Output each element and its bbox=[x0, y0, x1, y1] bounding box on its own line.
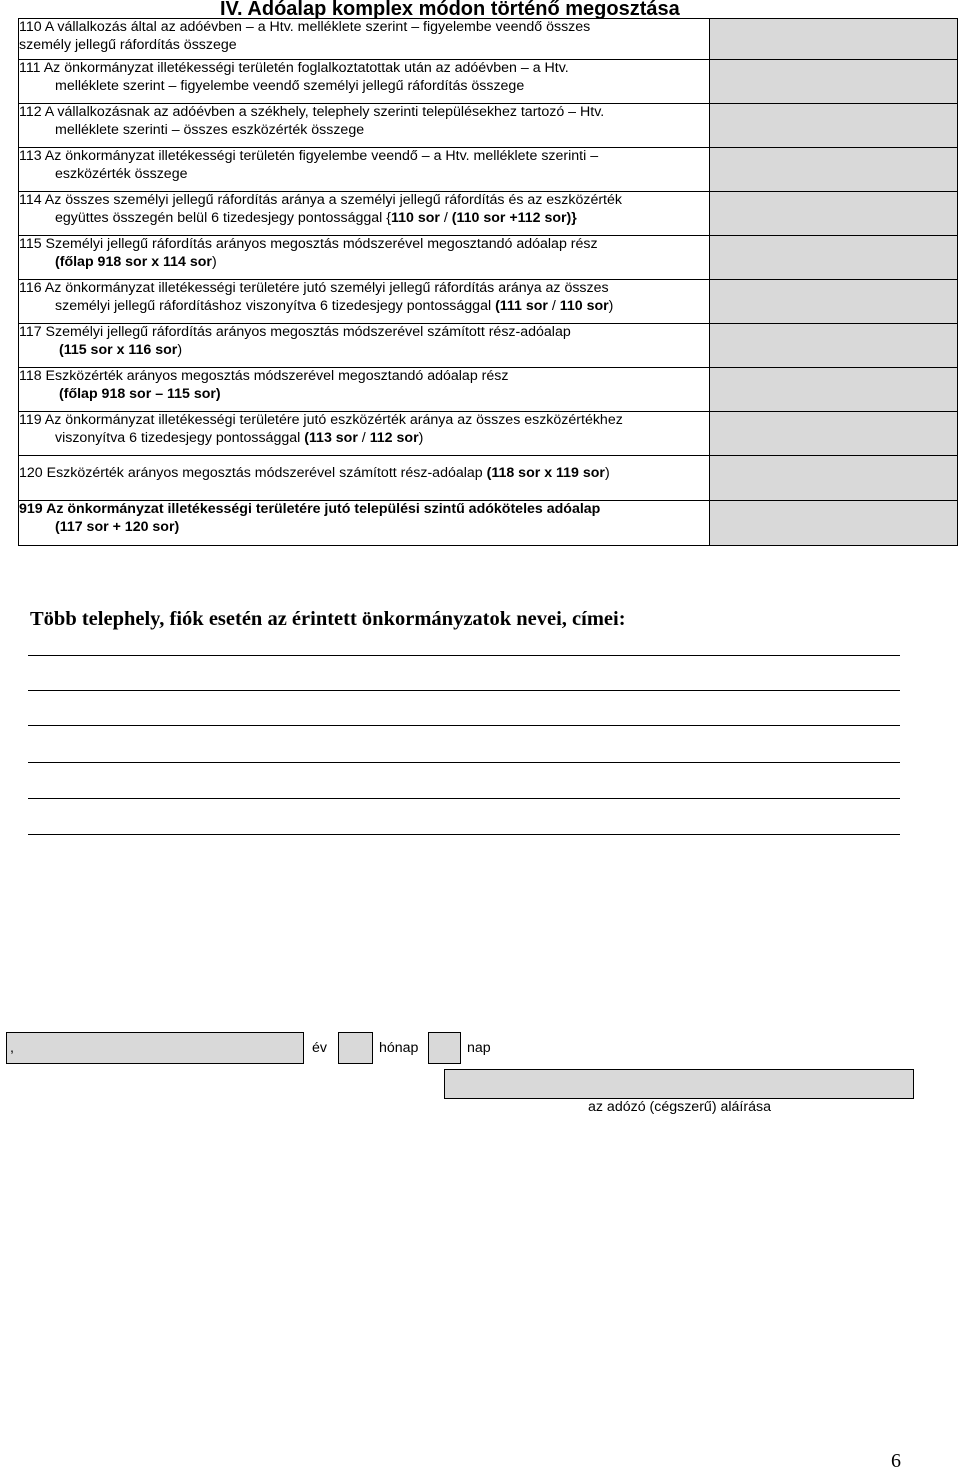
row-value-field[interactable] bbox=[710, 236, 958, 280]
row-value-field[interactable] bbox=[710, 60, 958, 104]
address-line-6[interactable] bbox=[28, 834, 900, 835]
year-label: év bbox=[312, 1040, 327, 1056]
signature-caption: az adózó (cégszerű) aláírása bbox=[588, 1099, 771, 1115]
day-label: nap bbox=[467, 1040, 491, 1056]
page-title: IV. Adóalap komplex módon történő megosztása bbox=[220, 0, 680, 20]
row-label: 112 A vállalkozásnak az adóévben a székhely, telephely szerinti településekhez tartozó – Htv. melléklete szerinti – összes eszközérték összege bbox=[19, 104, 710, 148]
table-row-119 bbox=[19, 412, 958, 456]
row-label: 111 Az önkormányzat illetékességi területén foglalkoztatottak után az adóévben – a Htv. melléklete szerint – figyelembe veendő személyi jellegű ráfordítás összege bbox=[19, 60, 710, 104]
row-label: 120 Eszközérték arányos megosztás módszerével számított rész-adóalap (118 sor x 119 sor) bbox=[19, 456, 710, 501]
row-value-field[interactable] bbox=[710, 324, 958, 368]
row-value-field[interactable] bbox=[710, 192, 958, 236]
day-input[interactable] bbox=[428, 1032, 461, 1064]
table-row-120 bbox=[19, 456, 958, 501]
table-row-110 bbox=[19, 19, 958, 60]
address-line-1[interactable] bbox=[28, 655, 900, 656]
row-value-field[interactable] bbox=[710, 456, 958, 501]
table-row-116 bbox=[19, 280, 958, 324]
row-label: 116 Az önkormányzat illetékességi területére jutó személyi jellegű ráfordítás aránya az összes személyi jellegű ráfordításhoz viszonyítva 6 tizedesjegy pontossággal (111 sor / 110 sor) bbox=[19, 280, 710, 324]
table-row-111 bbox=[19, 60, 958, 104]
address-line-2[interactable] bbox=[28, 690, 900, 691]
row-label: 919 Az önkormányzat illetékességi területére jutó települési szintű adóköteles adóalap (117 sor + 120 sor) bbox=[19, 501, 710, 546]
table-row-117 bbox=[19, 324, 958, 368]
table-row-114 bbox=[19, 192, 958, 236]
row-value-field[interactable] bbox=[710, 280, 958, 324]
row-label: 118 Eszközérték arányos megosztás módszerével megosztandó adóalap rész (főlap 918 sor – 115 sor) bbox=[19, 368, 710, 412]
row-value-field[interactable] bbox=[710, 368, 958, 412]
row-label: 115 Személyi jellegű ráfordítás arányos megosztás módszerével megosztandó adóalap rész (főlap 918 sor x 114 sor) bbox=[19, 236, 710, 280]
table-row-118 bbox=[19, 368, 958, 412]
table-row-112 bbox=[19, 104, 958, 148]
row-value-field[interactable] bbox=[710, 104, 958, 148]
table-row-113 bbox=[19, 148, 958, 192]
address-line-4[interactable] bbox=[28, 762, 900, 763]
month-label: hónap bbox=[379, 1040, 419, 1056]
row-label: 110 A vállalkozás által az adóévben – a Htv. melléklete szerint – figyelembe veendő összes személy jellegű ráfordítás összege bbox=[19, 19, 710, 60]
row-label: 119 Az önkormányzat illetékességi területére jutó eszközérték aránya az összes eszközértékhez viszonyítva 6 tizedesjegy pontossággal (113 sor / 112 sor) bbox=[19, 412, 710, 456]
row-value-field[interactable] bbox=[710, 148, 958, 192]
row-value-field[interactable] bbox=[710, 19, 958, 60]
row-label: 114 Az összes személyi jellegű ráfordítás aránya a személyi jellegű ráfordítás és az eszközérték együttes összegén belül 6 tizedesjegy pontossággal {110 sor / (110 sor +112 sor)} bbox=[19, 192, 710, 236]
row-value-field[interactable] bbox=[710, 412, 958, 456]
signature-box[interactable] bbox=[444, 1069, 914, 1099]
row-value-field[interactable] bbox=[710, 501, 958, 546]
table-row-115 bbox=[19, 236, 958, 280]
month-input[interactable] bbox=[338, 1032, 373, 1064]
municipalities-heading: Több telephely, fiók esetén az érintett önkormányzatok nevei, címei: bbox=[30, 608, 626, 630]
address-line-3[interactable] bbox=[28, 725, 900, 726]
calculation-table bbox=[18, 18, 958, 546]
place-input[interactable] bbox=[6, 1032, 304, 1064]
address-line-5[interactable] bbox=[28, 798, 900, 799]
row-label: 117 Személyi jellegű ráfordítás arányos megosztás módszerével számított rész-adóalap (115 sor x 116 sor) bbox=[19, 324, 710, 368]
page-number: 6 bbox=[891, 1450, 901, 1472]
place-comma: , bbox=[10, 1040, 14, 1056]
table-row-919 bbox=[19, 501, 958, 546]
row-label: 113 Az önkormányzat illetékességi területén figyelembe veendő – a Htv. melléklete szerinti – eszközérték összege bbox=[19, 148, 710, 192]
